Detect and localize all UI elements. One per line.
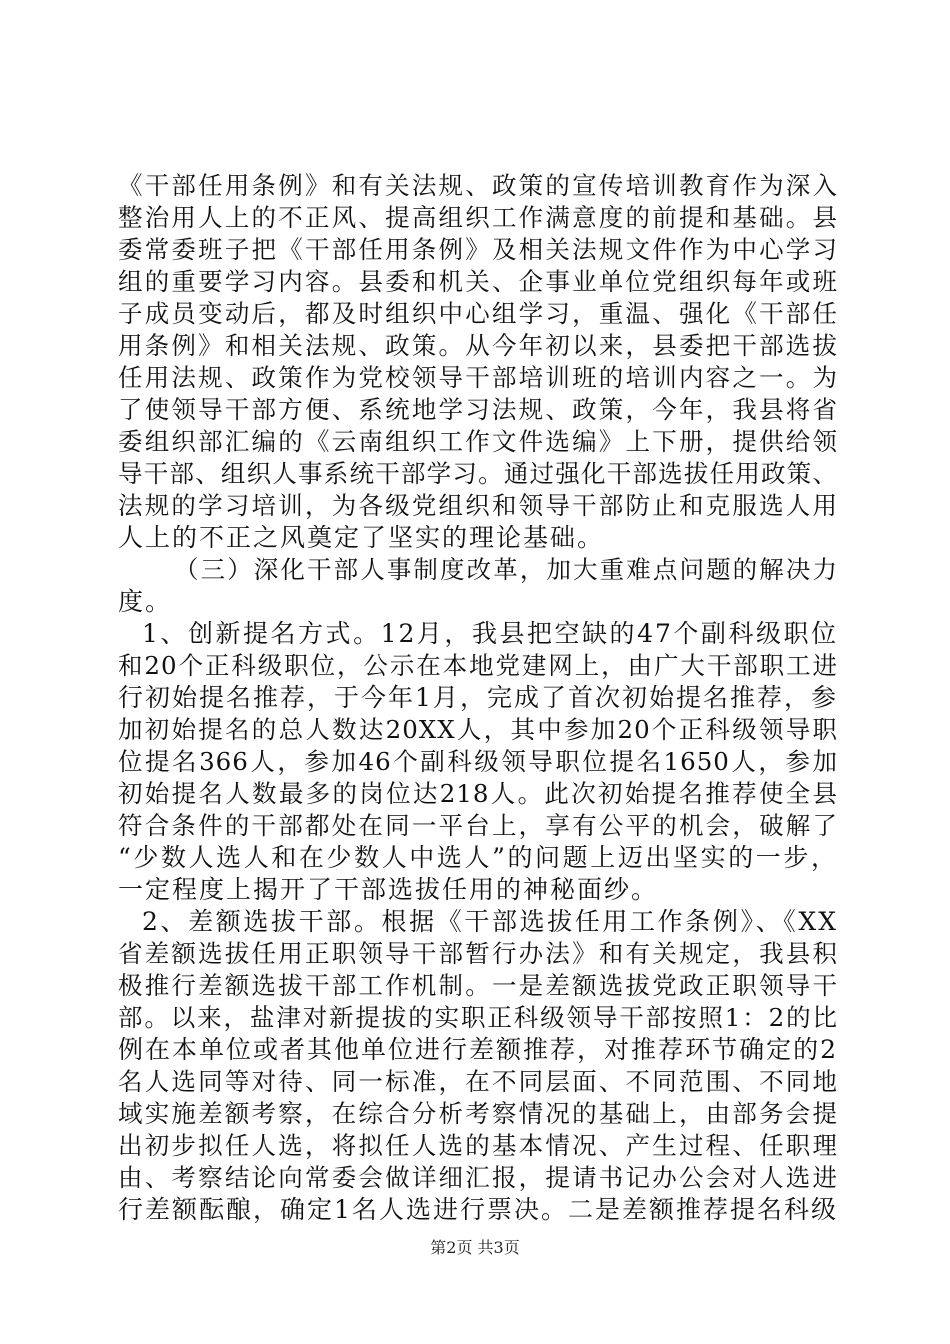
text-line: 导干部、组织人事系统干部学习。通过强化干部选拔任用政策、 [118, 459, 838, 488]
text-line: 极推行差额选拔干部工作机制。一是差额选拔党政正职领导干 [118, 971, 838, 1000]
body-text [118, 170, 838, 1226]
text-line: 2、差额选拔干部。根据《干部选拔任用工作条例》、《XX [142, 907, 838, 936]
text-line: 由、考察结论向常委会做详细汇报，提请书记办公会对人选进 [118, 1163, 838, 1192]
text-line: 法规的学习培训，为各级党组织和领导干部防止和克服选人用 [118, 491, 838, 520]
text-line: 域实施差额考察，在综合分析考察情况的基础上，由部务会提 [118, 1099, 838, 1128]
text-line: 任用法规、政策作为党校领导干部培训班的培训内容之一。为 [118, 363, 838, 392]
text-line: 行初始提名推荐，于今年1月，完成了首次初始提名推荐，参 [118, 683, 838, 712]
text-line: 人上的不正之风奠定了坚实的理论基础。 [118, 523, 605, 552]
text-line: 行差额酝酿，确定1名人选进行票决。二是差额推荐提名科级 [118, 1195, 838, 1224]
text-line: 1、创新提名方式。12月，我县把空缺的47个副科级职位 [142, 619, 838, 648]
text-line: 名人选同等对待、同一标准，在不同层面、不同范围、不同地 [118, 1067, 838, 1096]
text-line: 加初始提名的总人数达20XX人，其中参加20个正科级领导职 [118, 715, 838, 744]
text-line: 子成员变动后，都及时组织中心组学习，重温、强化《干部任 [118, 299, 838, 328]
section-heading-line: 度。 [118, 587, 173, 616]
text-line: 整治用人上的不正风、提高组织工作满意度的前提和基础。县 [118, 203, 838, 232]
text-line: 了使领导干部方便、系统地学习法规、政策，今年，我县将省 [118, 395, 838, 424]
text-line: 委组织部汇编的《云南组织工作文件选编》上下册，提供给领 [118, 427, 838, 456]
text-line: 符合条件的干部都处在同一平台上，享有公平的机会，破解了 [118, 811, 838, 840]
text-line: 位提名366人，参加46个副科级领导职位提名1650人，参加 [118, 747, 838, 776]
text-line: 组的重要学习内容。县委和机关、企事业单位党组织每年或班 [118, 267, 838, 296]
text-line: “少数人选人和在少数人中选人”的问题上迈出坚实的一步， [118, 843, 838, 872]
text-line: 部。以来，盐津对新提拔的实职正科级领导干部按照1：2的比 [118, 1003, 838, 1032]
text-line: 用条例》和相关法规、政策。从今年初以来，县委把干部选拔 [118, 331, 838, 360]
text-line: 《干部任用条例》和有关法规、政策的宣传培训教育作为深入 [118, 171, 838, 200]
text-line: 初始提名人数最多的岗位达218人。此次初始提名推荐使全县 [118, 779, 838, 808]
text-line: 省差额选拔任用正职领导干部暂行办法》和有关规定，我县积 [118, 939, 838, 968]
text-line: 一定程度上揭开了干部选拔任用的神秘面纱。 [118, 875, 659, 904]
text-line: 出初步拟任人选，将拟任人选的基本情况、产生过程、任职理 [118, 1131, 838, 1160]
page-number-footer: 第2页 共3页 [430, 1238, 520, 1257]
section-heading-line: （三）深化干部人事制度改革，加大重难点问题的解决力 [174, 555, 838, 584]
text-line: 委常委班子把《干部任用条例》及相关法规文件作为中心学习 [118, 235, 838, 264]
text-line: 例在本单位或者其他单位进行差额推荐，对推荐环节确定的2 [118, 1035, 838, 1064]
text-line: 和20个正科级职位，公示在本地党建网上，由广大干部职工进 [118, 651, 838, 680]
